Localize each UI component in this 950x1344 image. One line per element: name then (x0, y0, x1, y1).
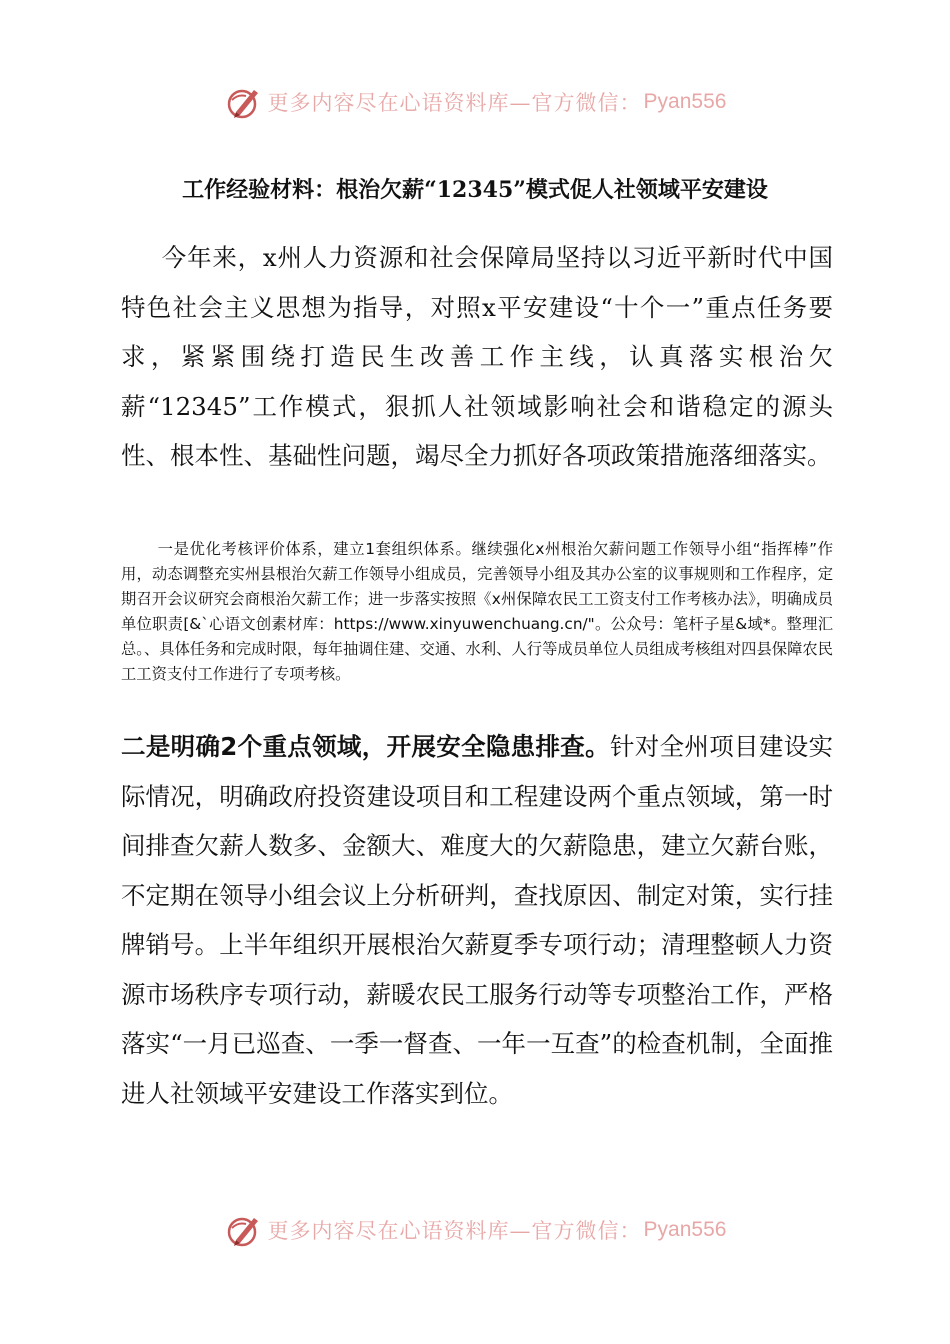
section-two-paragraph (121, 722, 833, 1118)
watermark-wechat-id: Pyan556 (643, 1218, 727, 1241)
watermark-wechat-id: Pyan556 (643, 90, 727, 113)
pen-logo-icon (224, 82, 264, 122)
pen-logo-icon (224, 1210, 264, 1250)
intro-paragraph (121, 233, 833, 481)
watermark-footer (0, 1206, 950, 1254)
watermark-text: 更多内容尽在心语资料库—官方微信： (267, 91, 642, 115)
document-title: 工作经验材料：根治欠薪“12345”模式促人社领域平安建设 (182, 177, 768, 203)
section-one-paragraph (121, 537, 833, 687)
section-two-heading: 二是明确2个重点领域，开展安全隐患排查。 (121, 732, 610, 761)
section-one-text: 一是优化考核评价体系，建立1套组织体系。继续强化x州根治欠薪问题工作领导小组“指挥棒”作用，动态调整充实州县根治欠薪工作领导小组成员，完善领导小组及其办公室的议事规则和工作程序，定期召开会议研究会商根治欠薪工作；进一步落实按照《x州保障农民工工资支付工作考核办法》，明确成员单位职责[&`心语文创素材库：https://www.xinyuwenchuang.cn/"。公众号：笔杆子星&域*。整理汇总。、具体任务和完成时限，每年抽调住建、交通、水利、人行等成员单位人员组成考核组对四县保障农民工工资支付工作进行了专项考核。 (121, 540, 833, 683)
watermark-header (0, 78, 950, 126)
intro-paragraph-text: 今年来，x州人力资源和社会保障局坚持以习近平新时代中国特色社会主义思想为指导，对照x平安建设“十个一”重点任务要求，紧紧围绕打造民生改善工作主线，认真落实根治欠薪“12345”工作模式，狠抓人社领域影响社会和谐稳定的源头性、根本性、基础性问题，竭尽全力抓好各项政策措施落细落实。 (121, 243, 833, 470)
watermark-text: 更多内容尽在心语资料库—官方微信： (267, 1219, 642, 1243)
section-two-body: 针对全州项目建设实际情况，明确政府投资建设项目和工程建设两个重点领域，第一时间排查欠薪人数多、金额大、难度大的欠薪隐患，建立欠薪台账，不定期在领导小组会议上分析研判，查找原因、制定对策，实行挂牌销号。上半年组织开展根治欠薪夏季专项行动；清理整顿人力资源市场秩序专项行动，薪暖农民工服务行动等专项整治工作，严格落实“一月已巡查、一季一督查、一年一互查”的检查机制，全面推进人社领域平安建设工作落实到位。 (121, 732, 834, 1108)
